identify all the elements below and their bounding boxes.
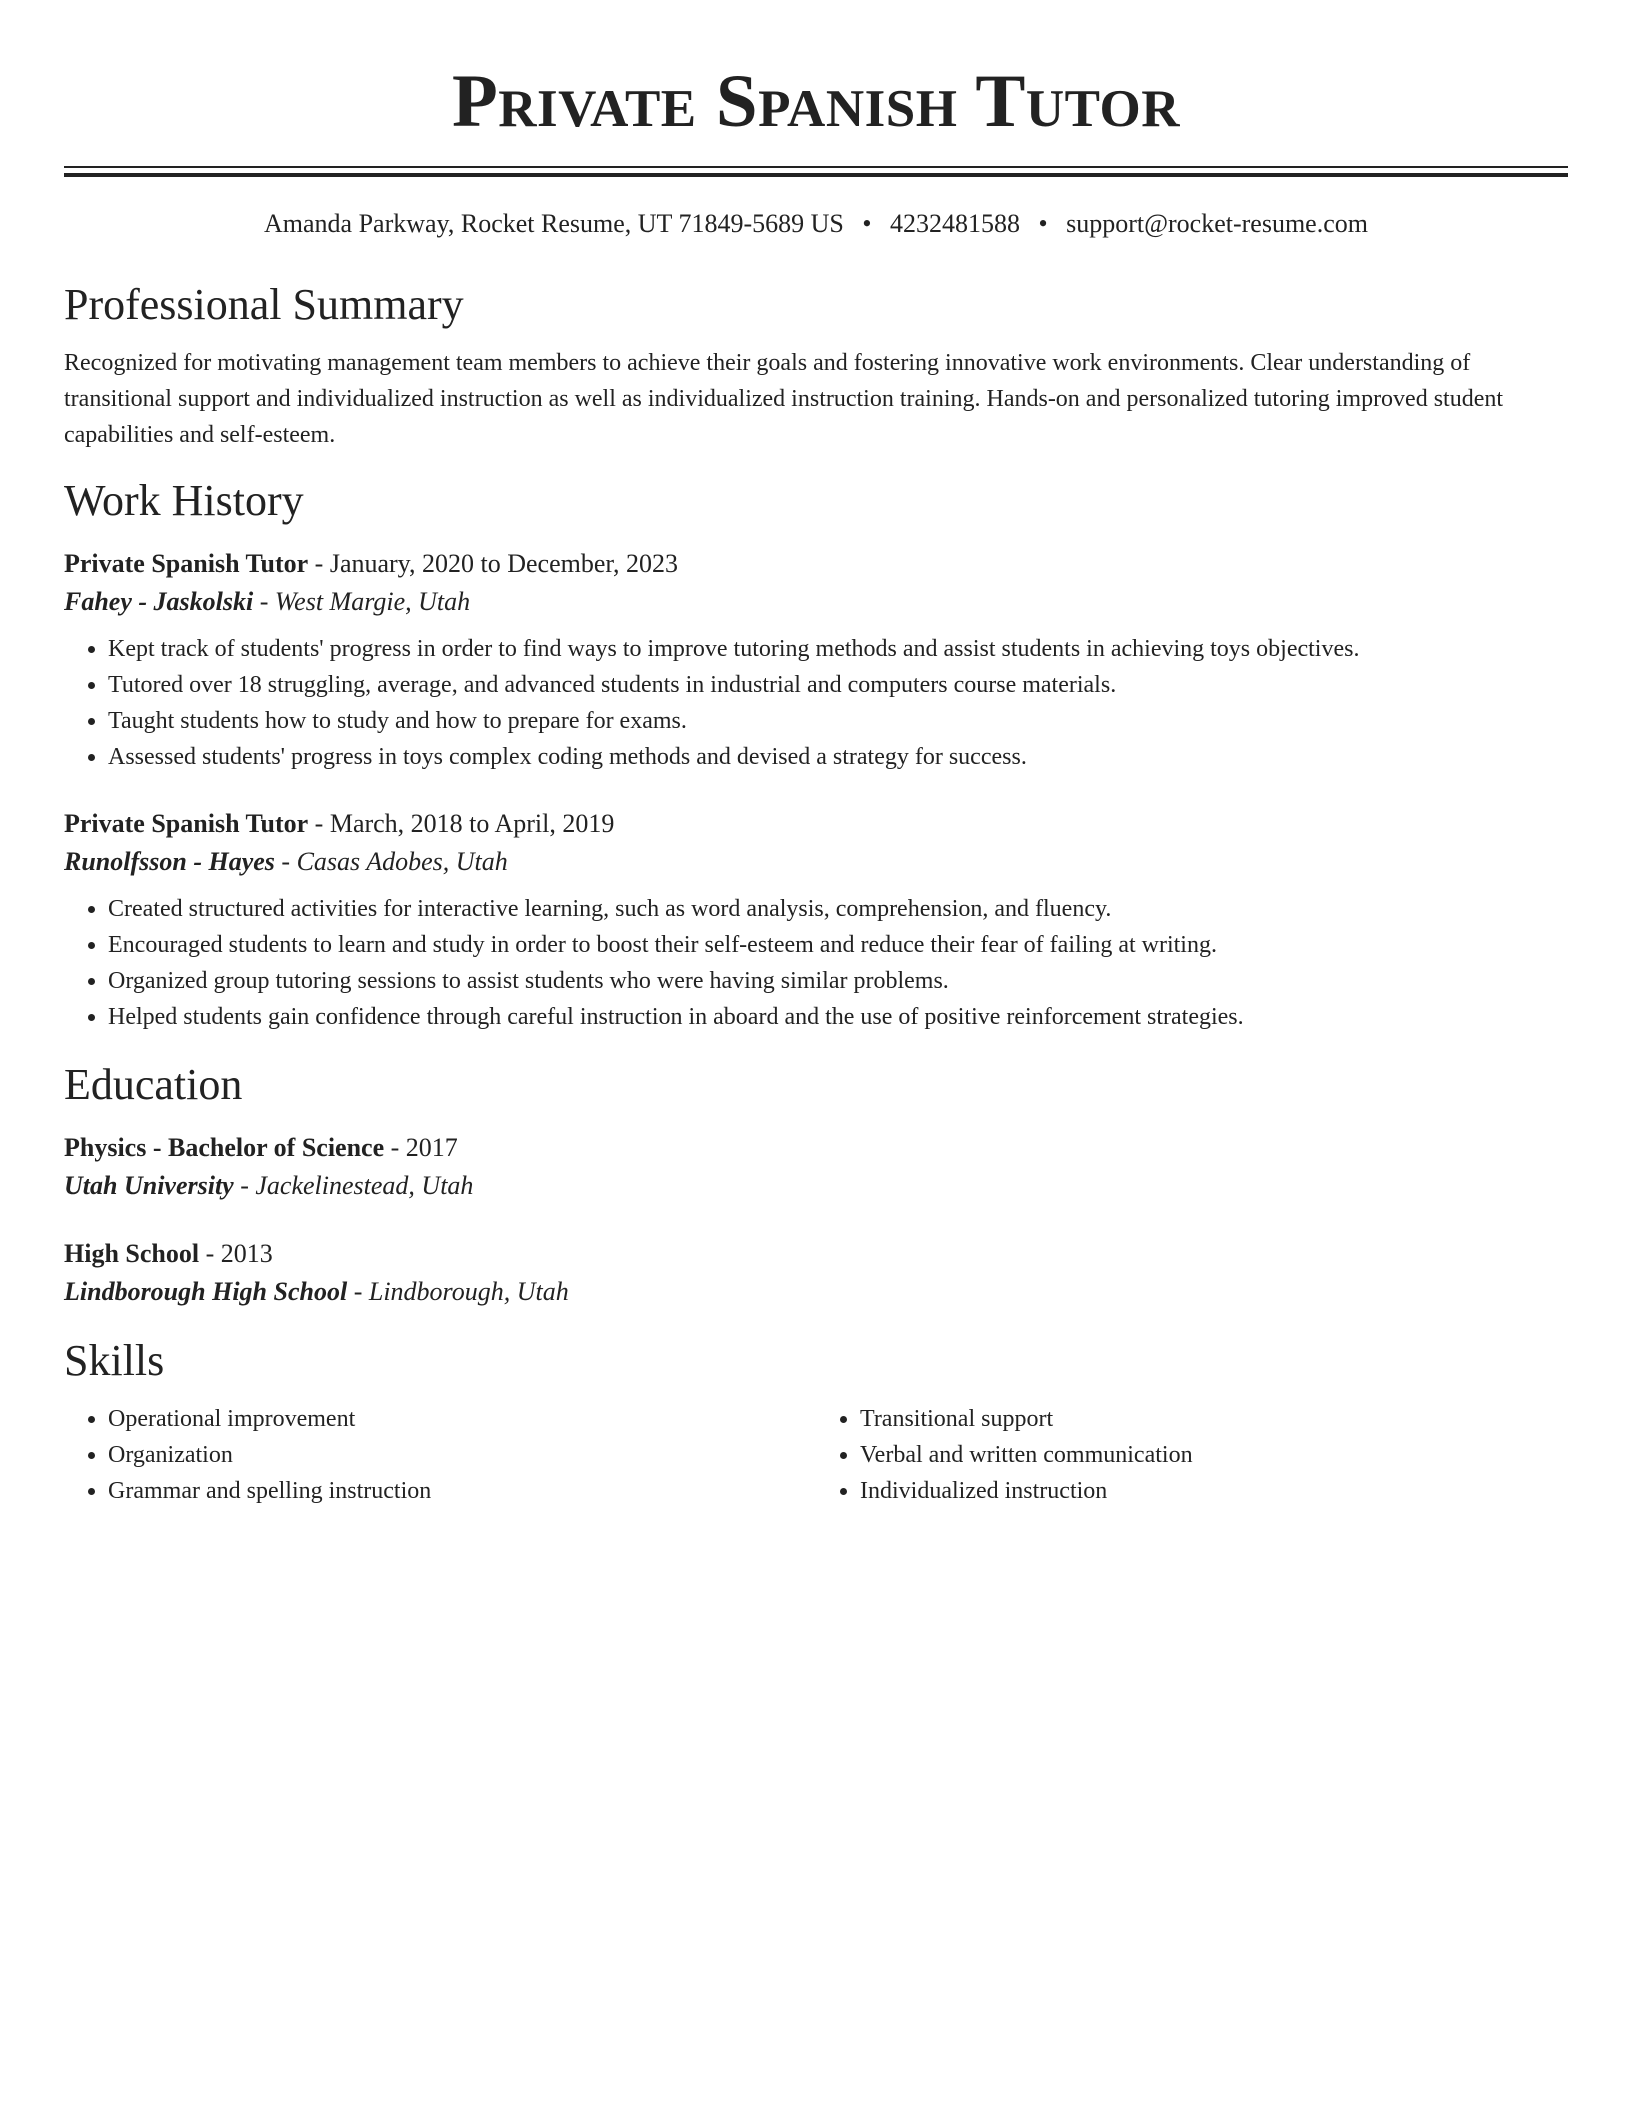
list-item: • Tutored over 18 struggling, average, and advanced students in industrial and computers course materials.: [108, 667, 1568, 703]
job-bullets: [64, 631, 1568, 775]
work-history-heading: Work History: [64, 476, 304, 525]
education-degree-line: [64, 1235, 1568, 1273]
contact-separator: •: [862, 209, 872, 238]
skill-item: • Verbal and written communication: [860, 1437, 1568, 1473]
job-company: Fahey - Jaskolski: [64, 587, 254, 616]
contact-separator: •: [1038, 209, 1048, 238]
education-year: - 2013: [199, 1239, 273, 1268]
skill-item: • Transitional support: [860, 1401, 1568, 1437]
contact-address: Amanda Parkway, Rocket Resume, UT 71849-5689 US: [264, 209, 844, 238]
skill-item: • Individualized instruction: [860, 1473, 1568, 1509]
education-year: - 2017: [384, 1133, 458, 1162]
list-item: • Taught students how to study and how to prepare for exams.: [108, 703, 1568, 739]
education-heading: Education: [64, 1060, 243, 1109]
contact-email: support@rocket-resume.com: [1066, 209, 1368, 238]
education-degree: High School: [64, 1239, 200, 1268]
list-item: • Created structured activities for interactive learning, such as word analysis, comprehension, and fluency.: [108, 891, 1568, 927]
list-item: • Assessed students' progress in toys complex coding methods and devised a strategy for success.: [108, 739, 1568, 775]
list-item: • Helped students gain confidence through careful instruction in aboard and the use of positive reinforcement strategies.: [108, 999, 1568, 1035]
job-title-line: [64, 805, 1568, 843]
education-school: Utah University: [64, 1171, 234, 1200]
title-divider-thin: [64, 166, 1568, 168]
education-entry: [64, 1235, 1568, 1311]
job-title: Private Spanish Tutor: [64, 809, 309, 838]
job-entry: [64, 545, 1568, 775]
job-dates: - March, 2018 to April, 2019: [308, 809, 615, 838]
education-degree-line: [64, 1129, 1568, 1167]
job-company-line: [64, 843, 1568, 881]
education-degree: Physics - Bachelor of Science: [64, 1133, 385, 1162]
summary-heading: Professional Summary: [64, 280, 464, 329]
job-title: Private Spanish Tutor: [64, 549, 309, 578]
skill-item: • Organization: [108, 1437, 816, 1473]
education-location: - Lindborough, Utah: [347, 1277, 569, 1306]
job-company-line: [64, 583, 1568, 621]
education-entry: [64, 1129, 1568, 1205]
job-location: - Casas Adobes, Utah: [274, 847, 508, 876]
skills-grid: [64, 1401, 1568, 1509]
job-bullets: [64, 891, 1568, 1035]
job-entry: [64, 805, 1568, 1035]
skills-column-right: [816, 1401, 1568, 1509]
skills-heading: Skills: [64, 1336, 165, 1385]
job-title-line: [64, 545, 1568, 583]
summary-text: Recognized for motivating management team members to achieve their goals and fostering innovative work environments. Clear understanding of transitional support and individualized instruction as well as individualized instruction training. Hands-on and personalized tutoring improved student capabilities and self-esteem.: [64, 350, 1504, 448]
skill-item: • Grammar and spelling instruction: [108, 1473, 816, 1509]
title-divider-thick: [64, 173, 1568, 177]
skills-column-left: [64, 1401, 816, 1509]
contact-line: [64, 207, 1568, 241]
contact-phone: 4232481588: [889, 209, 1020, 238]
job-location: - West Margie, Utah: [253, 587, 471, 616]
education-location: - Jackelinestead, Utah: [233, 1171, 474, 1200]
job-company: Runolfsson - Hayes: [64, 847, 275, 876]
list-item: • Organized group tutoring sessions to assist students who were having similar problems.: [108, 963, 1568, 999]
education-school-line: [64, 1273, 1568, 1311]
education-school: Lindborough High School: [64, 1277, 348, 1306]
list-item: • Kept track of students' progress in order to find ways to improve tutoring methods and assist students in achieving toys objectives.: [108, 631, 1568, 667]
job-dates: - January, 2020 to December, 2023: [308, 549, 678, 578]
skill-item: • Operational improvement: [108, 1401, 816, 1437]
list-item: • Encouraged students to learn and study in order to boost their self-esteem and reduce their fear of failing at writing.: [108, 927, 1568, 963]
education-school-line: [64, 1167, 1568, 1205]
resume-title: Private Spanish Tutor: [451, 60, 1181, 143]
